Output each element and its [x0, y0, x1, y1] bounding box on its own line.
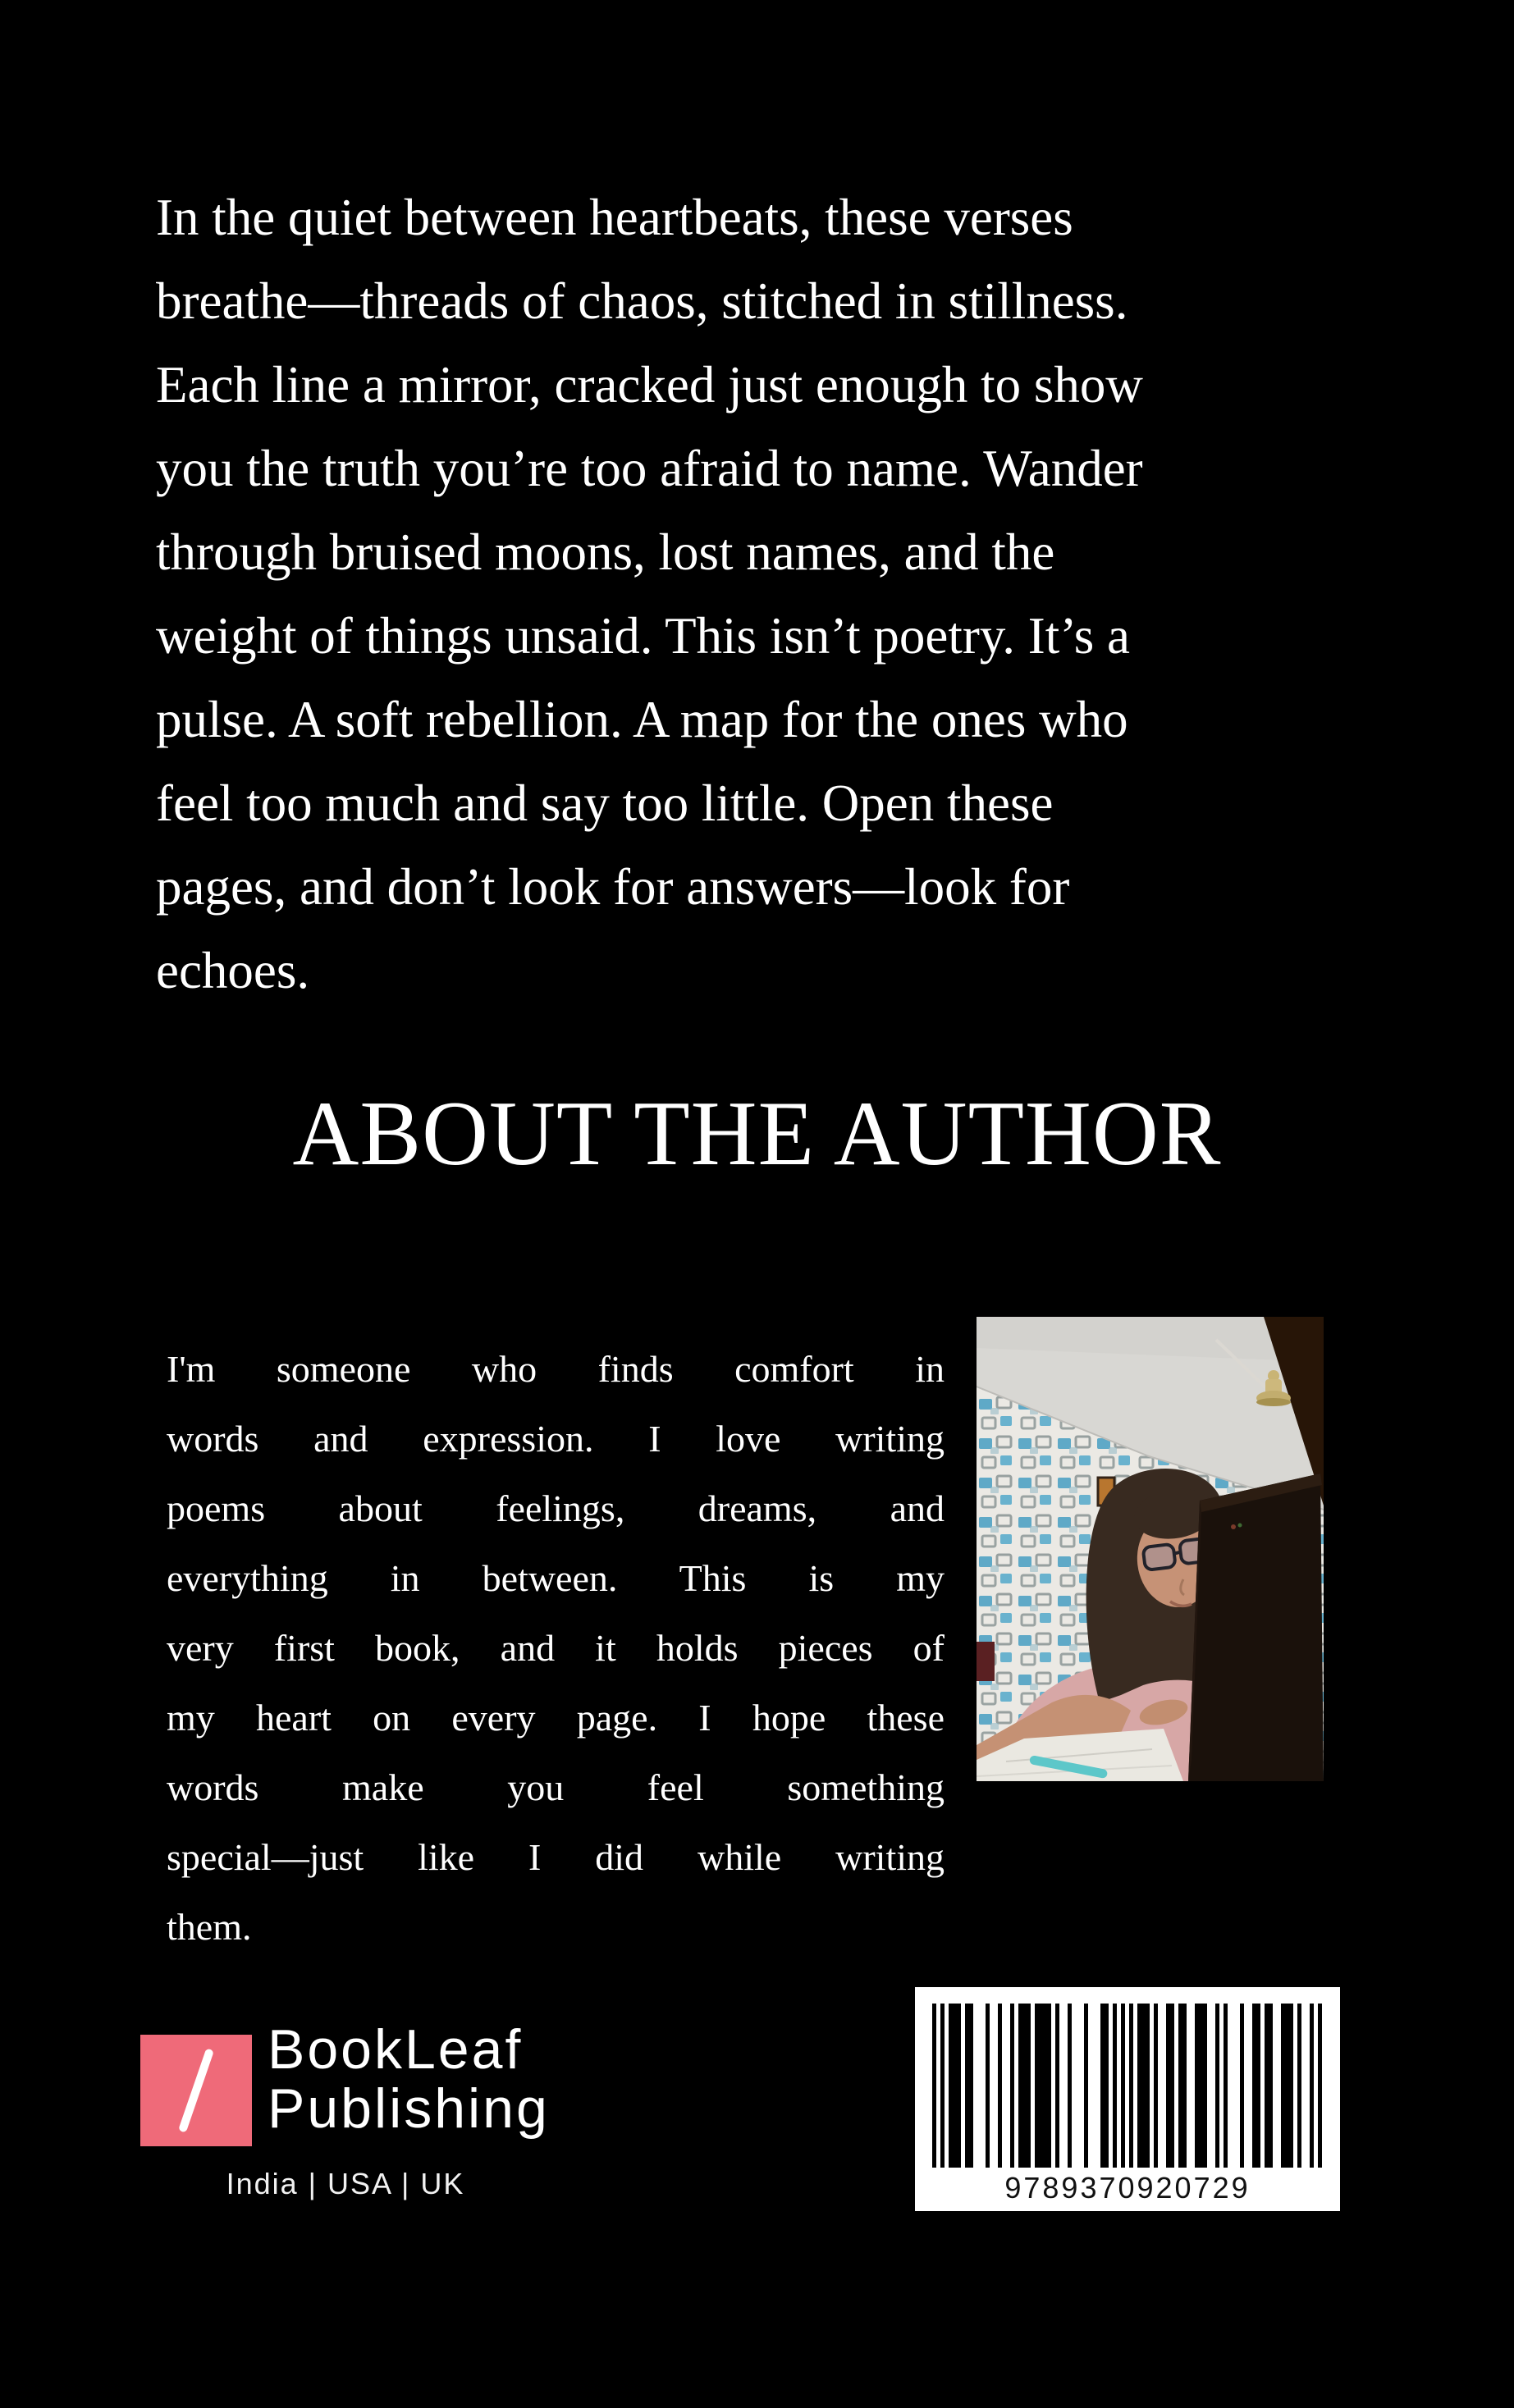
publisher-name-line2: Publishing — [268, 2077, 550, 2140]
bio-line: I'm someone who finds comfort in — [167, 1348, 945, 1390]
isbn-barcode — [915, 1987, 1340, 2211]
publisher-name — [268, 2020, 550, 2138]
bio-line: everything in between. This is my — [167, 1557, 945, 1599]
isbn-number: 9789370920729 — [1004, 2171, 1251, 2205]
about-the-author-heading: ABOUT THE AUTHOR — [292, 1083, 1222, 1185]
bio-line: special—just like I did while writing — [167, 1836, 945, 1878]
bio-line: words and expression. I love writing — [167, 1418, 945, 1460]
blurb-line: feel too much and say too little. Open these — [156, 774, 1054, 832]
bio-line: poems about feelings, dreams, and — [167, 1487, 945, 1529]
blurb-line: weight of things unsaid. This isn’t poetry. It’s a — [156, 607, 1131, 665]
publisher-name-line1: BookLeaf — [268, 2018, 524, 2081]
blurb-line: you the truth you’re too afraid to name. Wander — [156, 440, 1143, 497]
bio-line: my heart on every page. I hope these — [167, 1697, 945, 1739]
blurb-line: Each line a mirror, cracked just enough to show — [156, 356, 1143, 414]
blurb-line: through bruised moons, lost names, and the — [156, 523, 1055, 581]
chair-edge — [977, 1642, 995, 1681]
laptop — [1188, 1474, 1324, 1781]
blurb-line: pulse. A soft rebellion. A map for the ones who — [156, 691, 1128, 748]
publisher-regions: India | USA | UK — [226, 2167, 465, 2200]
bio-line: very first book, and it holds pieces of — [167, 1627, 945, 1669]
blurb-line: echoes. — [156, 942, 310, 999]
bio-line: them. — [167, 1906, 252, 1948]
slash-icon — [178, 2048, 214, 2132]
author-photo — [977, 1317, 1324, 1781]
bio-line: words make you feel something — [167, 1766, 945, 1808]
publisher-logo — [140, 2035, 252, 2146]
blurb-line: In the quiet between heartbeats, these verses — [156, 189, 1073, 246]
blurb — [156, 176, 1444, 1012]
barcode-bars — [932, 2004, 1322, 2168]
author-bio — [167, 1334, 945, 1962]
blurb-line: pages, and don’t look for answers—look for — [156, 858, 1070, 916]
blurb-line: breathe—threads of chaos, stitched in stillness. — [156, 272, 1128, 330]
